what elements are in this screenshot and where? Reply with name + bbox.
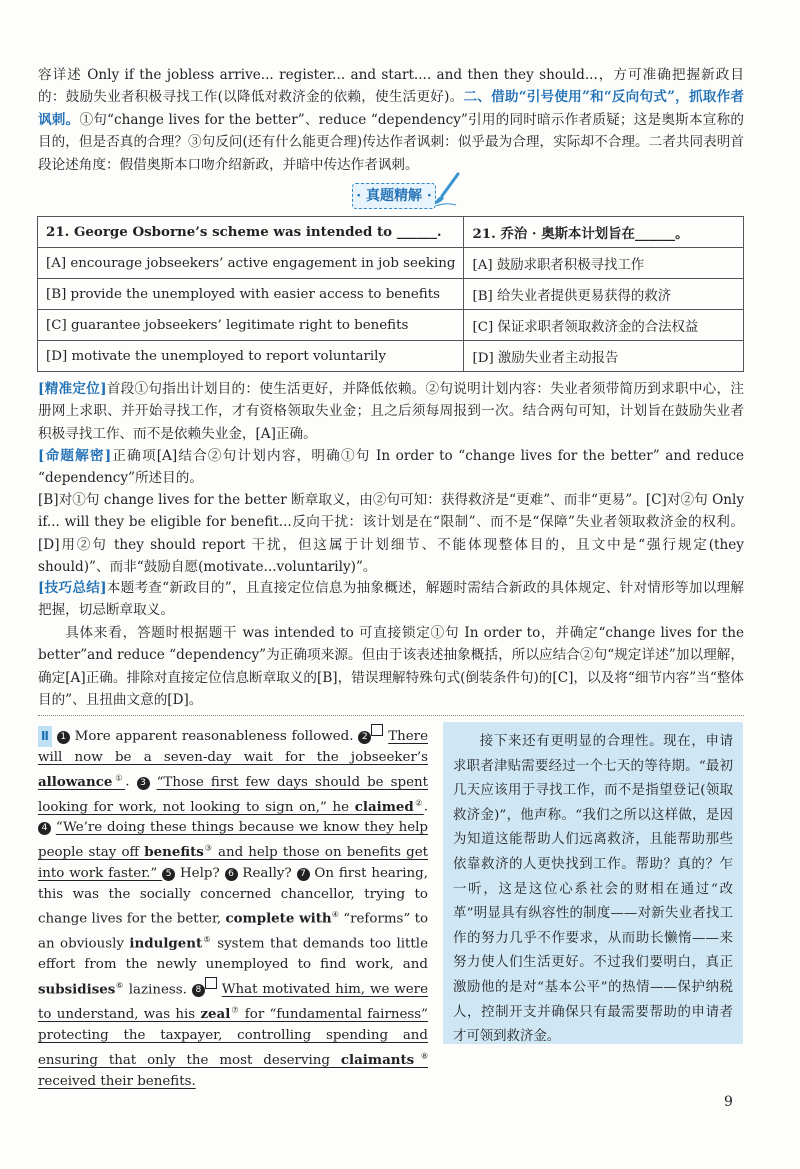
analysis-text: [B]对①句 change lives for the better 断章取义，由②句可知：获得救济是“更难”、而非“更易”。[C]对②句 Only if... will they be eligible for benefit...反向干扰：该计划是在“限制”、而不是“保障”失业者领取救济金的权利。[D]用②句 they should report 干扰，但这属于计划细节、不能体现整体目的，且文中是“强行规定(they should)”、而非“鼓励自愿(motivate...voluntarily)”。: [38, 492, 744, 576]
vocab-word: indulgent: [129, 935, 203, 952]
vocab-mark: ⑦: [230, 1005, 240, 1015]
passage-paragraph: Ⅱ 1 More apparent reasonableness followed. 2 There will now be a seven-day wait for the jobseeker’s allowance①. 3 “Those first few days should be spent looking for work, not looking to sign on,” he claimed②. 4 “We’re doing these things because we know they help people stay off benefits③ and help those on benefits get into work faster.” 5 Help? 6 Really? 7 On first hearing, this was the socially concerned chancellor, trying to change lives for the better, complete with④ “reforms” to an obviously indulgent⑤ system that demands too little effort from the newly unemployed to find work, and subsidises⑥ laziness. 8 What motivated him, we were to understand, was his zeal⑦ for “fundamental fairness” protecting the taxpayer, controlling spending and ensuring that only the most deserving claimants⑧ received their benefits.: [38, 724, 428, 1092]
option-row: [38, 248, 744, 279]
sentence-number: 5: [162, 868, 175, 881]
divider: [38, 715, 744, 716]
analysis-detail: [38, 622, 744, 712]
analysis-summary: [38, 577, 744, 622]
option-en: [A] encourage jobseekers’ active engagement in job seeking: [38, 248, 464, 279]
sentence-text: More apparent reasonableness followed.: [69, 729, 359, 744]
vocab-mark: ⑧: [414, 1051, 429, 1061]
analysis-tag-summary: [技巧总结]: [38, 580, 107, 596]
analysis-text: 本题考查“新政目的”，且直接定位信息为抽象概述，解题时需结合新政的具体规定、针对情形等加以理解把握，切忌断章取义。: [38, 580, 744, 619]
sentence-number: 4: [38, 822, 51, 835]
note-box-icon: [205, 977, 217, 989]
analysis-locate: [38, 378, 744, 445]
brush-icon: [432, 172, 462, 206]
option-zh: [D] 激励失业者主动报告: [464, 341, 744, 372]
intro-text-b: ①句“change lives for the better”、reduce “dependency”引用的同时暗示作者质疑；这是奥斯本宣称的目的，但是否真的合理？③句反问(还有什么能更合理)传达作者讽刺：似乎最为合理，实际却不合理。二者共同表明首段论述角度：假借奥斯本口吻介绍新政，并暗中传达作者讽刺。: [38, 111, 745, 173]
option-zh: [C] 保证求职者领取救济金的合法权益: [464, 310, 744, 341]
page-number: 9: [724, 1094, 733, 1110]
option-row: [38, 310, 744, 341]
intro-highlight: 二、借助“引号使用”和“反向句式”，抓取作者讽刺。: [38, 89, 744, 128]
vocab-mark: ①: [112, 773, 126, 783]
vocab-word: subsidises: [38, 981, 116, 998]
sentence-number: 1: [57, 731, 70, 744]
translation-panel: [443, 722, 743, 1044]
note-box-icon: [371, 724, 383, 736]
sentence-underlined: “Those first few days should be spent looking for work, not looking to sign on,” he claimed②: [38, 774, 429, 815]
sentence-underlined: There will now be a seven-day wait for the jobseeker’s allowance①: [38, 729, 428, 790]
vocab-word: zeal: [200, 1006, 231, 1023]
analysis-decode: [38, 445, 744, 490]
analysis-tag-locate: [精准定位]: [38, 381, 107, 397]
vocab-mark: ⑤: [202, 935, 212, 945]
question-table: [37, 216, 744, 372]
option-zh: [B] 给失业者提供更易获得的救济: [464, 279, 744, 310]
option-en: [D] motivate the unemployed to report voluntarily: [38, 341, 464, 372]
vocab-word: benefits: [144, 844, 204, 861]
vocab-word: complete with: [225, 910, 332, 927]
analysis-text: 正确项[A]结合②句计划内容，明确①句 In order to “change lives for the better” and reduce “dependency”所述目的。: [38, 448, 744, 487]
sentence-number: 7: [297, 868, 310, 881]
sentence-number: 8: [192, 984, 205, 997]
vocab-mark: ③: [203, 843, 213, 853]
vocab-mark: ②: [413, 798, 424, 808]
sentence-number: 2: [358, 731, 371, 744]
vocab-word: claimed: [354, 798, 414, 815]
sentence-underlined: What motivated him, we were to understand, was his zeal⑦ for “fundamental fairness” protecting the taxpayer, controlling spending and ensuring that only the most deserving claimants⑧ received their benefits.: [38, 982, 429, 1089]
analysis-tag-decode: [命题解密]: [38, 448, 112, 464]
question-stem-zh: 21. 乔治 · 奥斯本计划旨在______。: [464, 217, 744, 248]
intro-paragraph: [38, 64, 744, 176]
sentence-number: 3: [137, 777, 150, 790]
option-zh: [A] 鼓励求职者积极寻找工作: [464, 248, 744, 279]
vocab-mark: ⑥: [115, 980, 124, 990]
analysis-text: 具体来看，答题时根据题干 was intended to 可直接锁定①句 In order to，并确定“change lives for the better”and reduce “dependency”为正确项来源。但由于该表述抽象概括，所以应结合②句“规定详述”加以理解，确定[A]正确。排除对直接定位信息断章取义的[B]，错误理解特殊句式(倒装条件句)的[C]，以及将“细节内容”当“整体目的”、且扭曲文意的[D]。: [38, 625, 744, 709]
analysis-distractors: [38, 489, 744, 579]
analysis-text: 首段①句指出计划目的：使生活更好，并降低依赖。②句说明计划内容：失业者须带简历到求职中心，注册网上求职、并开始寻找工作，才有资格领取失业金；且之后须每周报到一次。结合两句可知，计划旨在鼓励失业者积极寻找工作、而不是依赖失业金，[A]正确。: [38, 381, 744, 442]
sentence-number: 6: [225, 868, 238, 881]
vocab-mark: ④: [331, 910, 339, 920]
question-stem-row: [38, 217, 744, 248]
translation-text: 接下来还有更明显的合理性。现在，申请求职者津贴需要经过一个七天的等待期。“最初几天应该用于寻找工作，而不是指望登记(领取救济金)”，他声称。“我们之所以这样做，是因为知道这能帮助人们远离救济，且能帮助那些依靠救济的人更快找到工作。帮助？真的？乍一听，这是这位心系社会的财相在通过“改革”明显具有纵容性的制度——对新失业者找工作的努力几乎不作要求，从而助长懒惰——来努力使人们生活更好。不过我们要明白，真正激励他的是对“基本公平”的热情——保护纳税人，控制开支并确保只有最需要帮助的申请者才可领到救济金。: [453, 734, 733, 1045]
option-en: [C] guarantee jobseekers’ legitimate right to benefits: [38, 310, 464, 341]
section-title: · 真题精解 ·: [352, 183, 436, 209]
option-row: [38, 341, 744, 372]
paragraph-marker: Ⅱ: [38, 726, 52, 747]
intro-text-a: 容详述 Only if the jobless arrive... register... and start.... and then they should...，方可准确把握新政目的：鼓励失业者积极寻找工作(以降低对救济金的依赖，使生活更好)。: [38, 67, 744, 106]
option-en: [B] provide the unemployed with easier access to benefits: [38, 279, 464, 310]
sentence-underlined: “We’re doing these things because we know they help people stay off benefits③ and help those on benefits get into work faster.”: [38, 820, 429, 881]
option-row: [38, 279, 744, 310]
vocab-word: allowance: [38, 773, 113, 790]
question-stem-en: 21. George Osborne’s scheme was intended to ______.: [38, 217, 464, 248]
vocab-word: claimants: [340, 1052, 415, 1069]
